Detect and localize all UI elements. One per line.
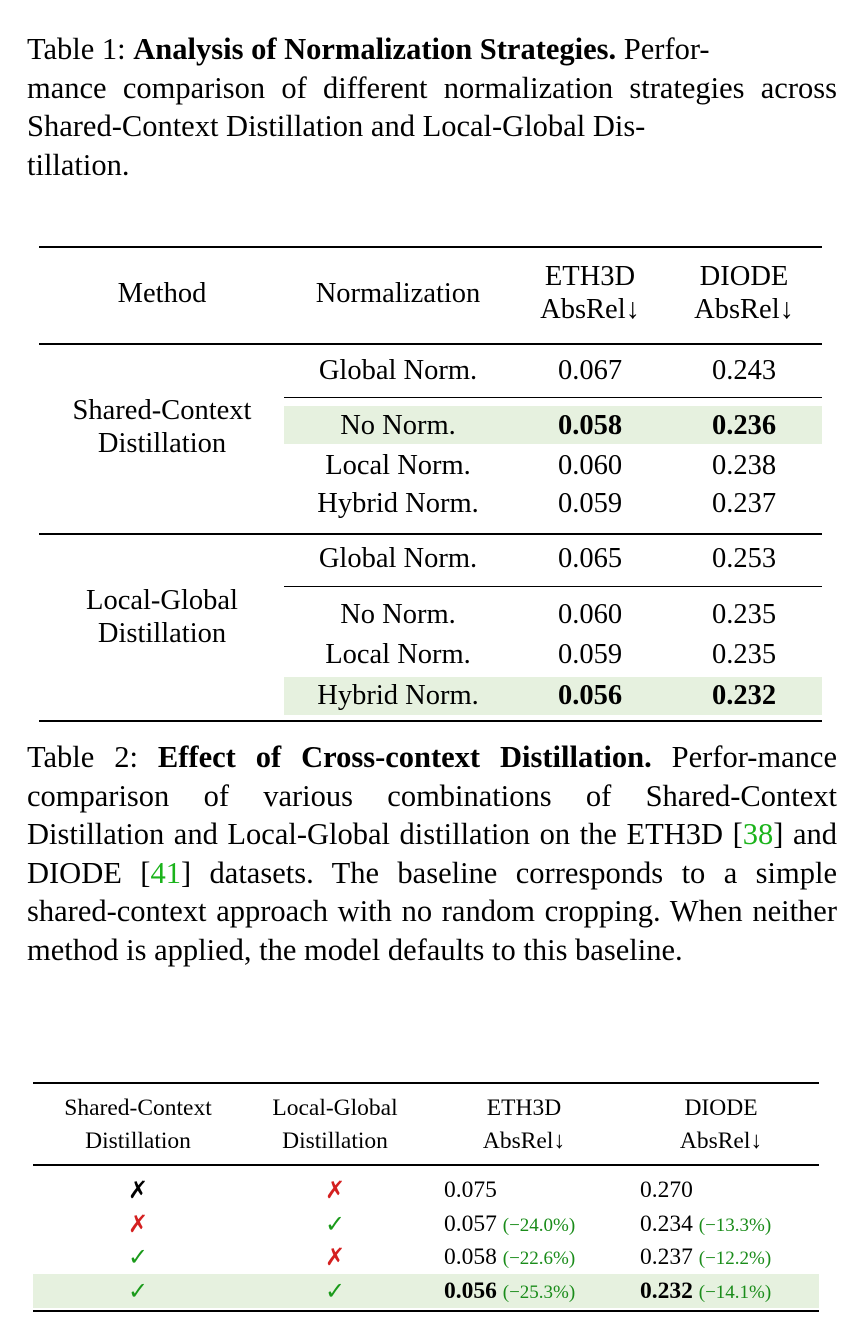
eth3d-cell: 0.067 <box>557 355 623 386</box>
diode-cell: 0.253 <box>711 543 777 574</box>
delta-text: (−25.3%) <box>502 1282 576 1303</box>
norm-cell: No Norm. <box>340 410 456 441</box>
eth3d-cell: 0.060 <box>557 450 623 481</box>
delta-text: (−13.3%) <box>698 1215 772 1236</box>
top-rule <box>33 1082 819 1084</box>
table2-caption-body: Perfor-mance comparison of various combinations of Shared-Context Distillation and Local-Global distillation on the ETH3D [ <box>27 740 837 852</box>
table2 <box>33 1082 819 1312</box>
diode-cell-best: 0.236 <box>711 410 777 441</box>
top-rule <box>39 246 822 248</box>
diode-cell: 0.234 (−13.3%) <box>640 1211 772 1237</box>
eth3d-cell: 0.075 <box>444 1177 497 1203</box>
citation-link[interactable]: 38 <box>742 817 774 852</box>
eth3d-cell: 0.065 <box>557 543 623 574</box>
cross-icon: ✗ <box>324 1176 346 1204</box>
table2-caption-body: ] datasets. The baseline corresponds to a simple shared-context approach with no random cropping. When neither method is applied, the model defaults to this baseline. <box>27 855 837 967</box>
table1 <box>39 246 822 726</box>
diode-cell: 0.243 <box>711 355 777 386</box>
method-shared-context: Shared-Context Distillation <box>72 395 252 459</box>
check-icon: ✓ <box>324 1210 346 1238</box>
eth3d-cell: 0.059 <box>557 488 623 519</box>
eth3d-cell: 0.057 (−24.0%) <box>444 1211 576 1237</box>
header-eth3d: ETH3D AbsRel↓ <box>482 1095 566 1154</box>
table2-caption-label: Table 2: <box>27 740 138 774</box>
delta-text: (−22.6%) <box>502 1248 576 1269</box>
group-rule <box>39 533 822 535</box>
bottom-rule <box>33 1310 819 1312</box>
diode-cell: 0.235 <box>711 599 777 630</box>
norm-cell: Hybrid Norm. <box>317 680 479 711</box>
check-icon: ✓ <box>127 1243 149 1271</box>
table2-caption-title: Effect of Cross-context Distillation. <box>157 740 652 774</box>
cross-icon: ✗ <box>324 1243 346 1271</box>
table1-caption-label: Table 1: <box>27 32 126 66</box>
delta-text: (−24.0%) <box>502 1215 576 1236</box>
diode-cell: 0.237 (−12.2%) <box>640 1244 772 1270</box>
table2-caption <box>27 738 837 970</box>
bottom-rule <box>39 720 822 722</box>
delta-text: (−14.1%) <box>698 1282 772 1303</box>
method-local-global: Local-Global Distillation <box>86 585 238 649</box>
header-shared-context: Shared-Context Distillation <box>64 1095 212 1154</box>
norm-cell: No Norm. <box>340 599 456 630</box>
header-normalization: Normalization <box>315 278 481 309</box>
table1-caption-title: Analysis of Normalization Strategies. <box>133 32 617 66</box>
eth3d-cell-best: 0.056 <box>557 680 623 711</box>
header-rule <box>33 1164 819 1166</box>
eth3d-cell: 0.060 <box>557 599 623 630</box>
header-local-global: Local-Global Distillation <box>272 1095 398 1154</box>
eth3d-cell-best: 0.056 (−25.3%) <box>444 1278 576 1304</box>
eth3d-cell: 0.059 <box>557 639 623 670</box>
norm-cell: Global Norm. <box>318 355 478 386</box>
check-icon: ✓ <box>324 1277 346 1305</box>
diode-cell: 0.238 <box>711 450 777 481</box>
norm-cell: Hybrid Norm. <box>317 488 479 519</box>
header-rule <box>39 343 822 345</box>
norm-cell: Local Norm. <box>325 450 471 481</box>
header-diode: DIODE AbsRel↓ <box>694 261 794 325</box>
diode-cell-best: 0.232 (−14.1%) <box>640 1278 772 1304</box>
diode-cell: 0.235 <box>711 639 777 670</box>
eth3d-cell-best: 0.058 <box>557 410 623 441</box>
norm-cell: Local Norm. <box>325 639 471 670</box>
table1-caption <box>27 30 837 184</box>
sub-rule <box>284 586 822 587</box>
table1-caption-body: Perfor- <box>623 32 710 66</box>
cross-icon: ✗ <box>127 1210 149 1238</box>
table1-caption-body: tillation. <box>27 147 130 182</box>
diode-cell-best: 0.232 <box>711 680 777 711</box>
diode-cell: 0.270 <box>640 1177 693 1203</box>
sub-rule <box>284 397 822 398</box>
table2-caption-body: ] and DIODE [ <box>27 817 838 890</box>
header-diode: DIODE AbsRel↓ <box>679 1095 763 1154</box>
norm-cell: Global Norm. <box>318 543 478 574</box>
delta-text: (−12.2%) <box>698 1248 772 1269</box>
cross-icon: ✗ <box>127 1176 149 1204</box>
diode-cell: 0.237 <box>711 488 777 519</box>
header-method: Method <box>117 278 207 309</box>
table1-caption-body: mance comparison of different normalization strategies across Shared-Context Distillation and Local-Global Dis- <box>27 70 837 144</box>
eth3d-cell: 0.058 (−22.6%) <box>444 1244 576 1270</box>
check-icon: ✓ <box>127 1277 149 1305</box>
header-eth3d: ETH3D AbsRel↓ <box>540 261 640 325</box>
citation-link[interactable]: 41 <box>150 855 181 890</box>
